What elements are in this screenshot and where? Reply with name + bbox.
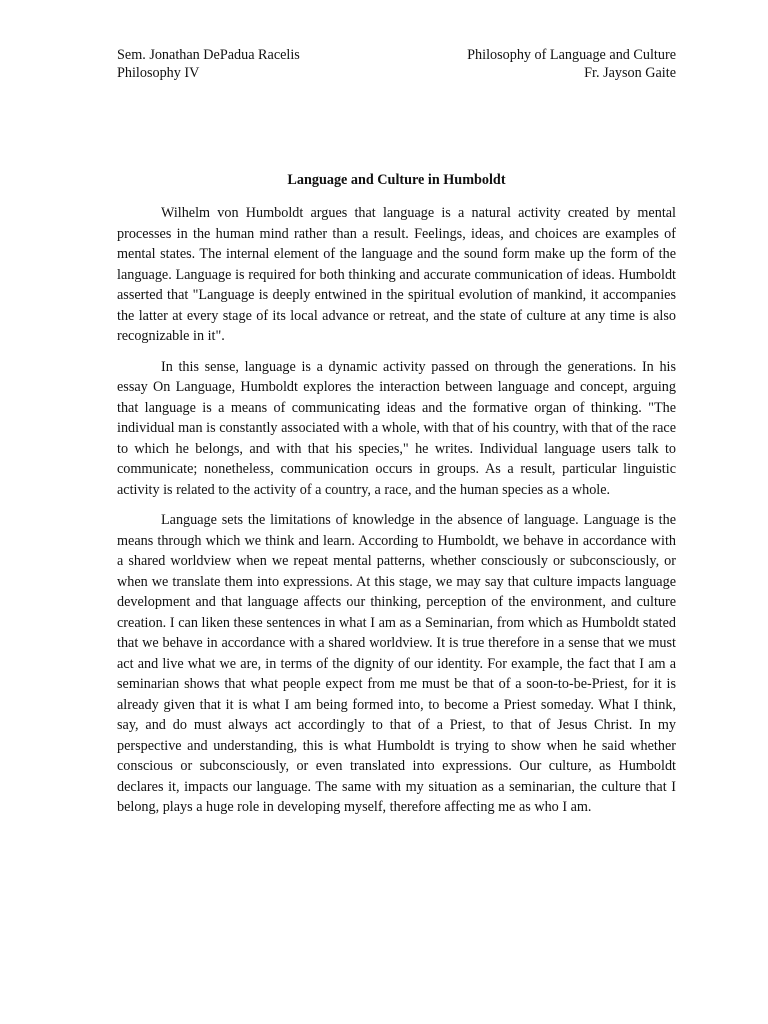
document-page — [117, 46, 676, 828]
author-name: Sem. Jonathan DePadua Racelis — [117, 47, 300, 63]
paragraph-1: Wilhelm von Humboldt argues that language is a natural activity created by mental processes in the human mind rather than a result. Feelings, ideas, and choices are examples of mental states. The internal element of the language and the sound form make up the form of the language. Language is required for both thinking and accurate communication of ideas. Humboldt asserted that "Language is deeply entwined in the spiritual evolution of mankind, it accompanies the latter at every stage of its local advance or retreat, and the state of culture at any time is also recognizable in it". — [117, 205, 676, 344]
class-level: Philosophy IV — [117, 65, 200, 81]
header-left — [117, 46, 300, 82]
course-name: Philosophy of Language and Culture — [467, 47, 676, 63]
header-right — [467, 46, 676, 82]
document-title: Language and Culture in Humboldt — [287, 172, 506, 188]
instructor-name: Fr. Jayson Gaite — [584, 65, 676, 81]
document-header — [117, 46, 676, 82]
paragraph-3: Language sets the limitations of knowledge in the absence of language. Language is the means through which we think and learn. According to Humboldt, we behave in accordance with a shared worldview when we repeat mental patterns, whether consciously or subconsciously, or when we translate them into expressions. At this stage, we may say that culture impacts language development and that language affects our thinking, perception of the environment, and culture creation. I can liken these sentences in what I am as a Seminarian, from which as Humboldt stated that we behave in accordance with a shared worldview. It is true therefore in a sense that we must act and live what we are, in terms of the dignity of our identity. For example, the fact that I am a seminarian shows that what people expect from me must be that of a soon-to-be-Priest, for it is already given that it is what I am being formed into, to become a Priest someday. What I think, say, and do must always act accordingly to that of a Priest, to that of Jesus Christ. In my perspective and understanding, this is what Humboldt is trying to show when he said whether conscious or subconsciously, or even translated into expressions. Our culture, as Humboldt declares it, impacts our language. The same with my situation as a seminarian, the culture that I belong, plays a huge role in developing myself, therefore affecting me as who I am. — [117, 512, 676, 815]
document-body — [117, 203, 676, 818]
paragraph-2: In this sense, language is a dynamic activity passed on through the generations. In his essay On Language, Humboldt explores the interaction between language and concept, arguing that language is a means of communicating ideas and the formative organ of thinking. "The individual man is constantly associated with a whole, with that of his country, with that of the race to which he belongs, and with that his species," he writes. Individual language users talk to communicate; nonetheless, communication occurs in groups. As a result, particular linguistic activity is related to the activity of a country, a race, and the human species as a whole. — [117, 358, 676, 498]
